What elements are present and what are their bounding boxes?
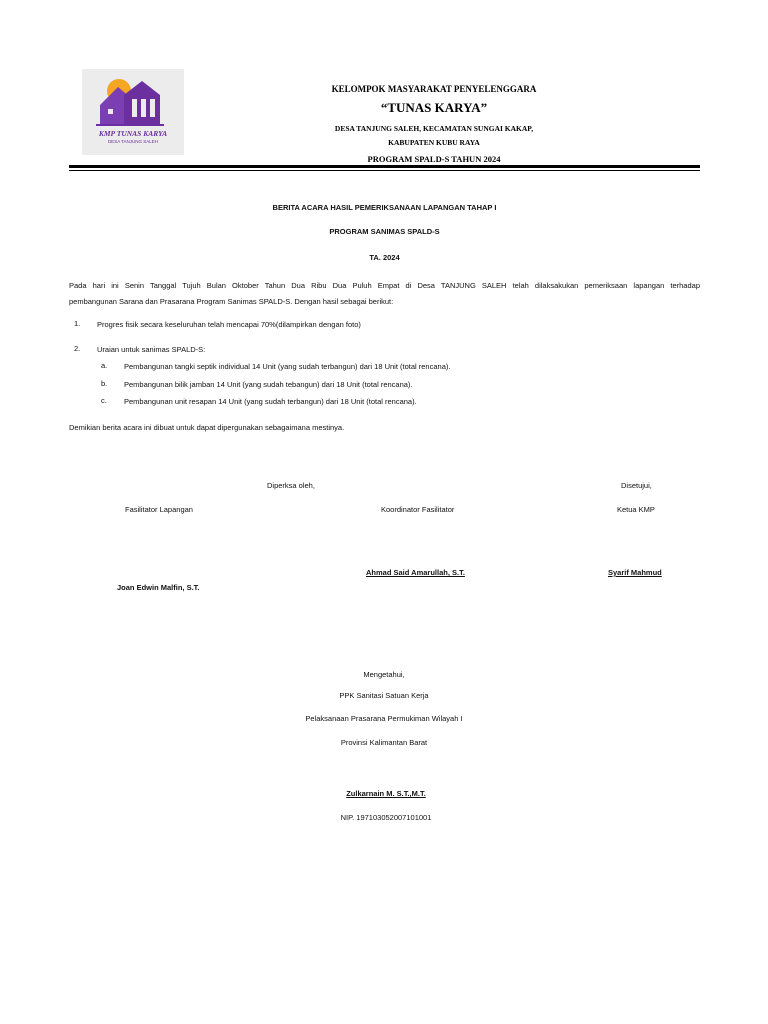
role-kmp-chair: Ketua KMP [617,505,655,514]
header-divider-thin [69,170,700,171]
sub-item: Pembangunan unit resapan 14 Unit (yang sudah terbangun) dari 18 Unit (total rencana). [124,397,417,406]
ack-line-1: PPK Sanitasi Satuan Kerja [339,691,429,700]
header-org-name: “TUNAS KARYA” [380,100,488,115]
list-item: Uraian untuk sanimas SPALD-S: [97,345,206,354]
checked-by-label: Diperksa oleh, [267,481,315,490]
ack-signatory-name: Zulkarnain M. S.T.,M.T. [346,789,426,798]
signatory-name-chair: Syarif Mahmud [608,568,662,577]
closing-statement: Demikian berita acara ini dibuat untuk dapat dipergunakan sebagaimana mestinya. [69,423,345,432]
intro-line-2: pembangunan Sarana dan Prasarana Program Sanimas SPALD-S. Dengan hasil sebagai berikut: [69,296,394,306]
sub-item-letter: a. [101,361,108,370]
header-address-1: DESA TANJUNG SALEH, KECAMATAN SUNGAI KAKAP, [334,124,534,133]
ack-line-3: Provinsi Kalimantan Barat [340,738,428,747]
intro-line-1: Pada hari ini Senin Tanggal Tujuh Bulan Oktober Tahun Dua Ribu Dua Puluh Empat di Desa TANJUNG SALEH telah dilaksakukan pemeriksaan lapangan terhadap [69,281,700,290]
sub-item: Pembangunan tangki septik individual 14 Unit (yang sudah terbangun) dari 18 Unit (total rencana). [124,362,451,371]
intro-paragraph [69,278,700,309]
logo-subtitle: DESA TANJUNG SALEH [107,139,159,144]
header-divider-thick [69,165,700,168]
document-year: TA. 2024 [369,253,400,262]
sub-item: Pembangunan bilik jamban 14 Unit (yang sudah tebangun) dari 18 Unit (total rencana). [124,380,413,389]
header-program: PROGRAM SPALD-S TAHUN 2024 [367,154,501,164]
approved-label: Disetujui, [621,481,652,490]
list-item-number: 1. [74,319,81,328]
ack-nip: NIP. 197103052007101001 [340,813,432,822]
role-field-facilitator: Fasilitator Lapangan [125,505,193,514]
list-item: Progres fisik secara keseluruhan telah mencapai 70%(dilampirkan dengan foto) [97,320,361,329]
house-logo-icon [82,69,184,129]
signatory-name-coordinator: Ahmad Said Amarullah, S.T. [366,568,465,577]
sub-item-letter: c. [101,396,107,405]
sub-item-letter: b. [101,379,108,388]
role-coordinator: Koordinator Fasilitator [381,505,455,514]
header-line-1: KELOMPOK MASYARAKAT PENYELENGGARA [331,84,537,94]
document-program: PROGRAM SANIMAS SPALD-S [329,227,440,236]
kmp-logo [82,69,184,155]
ack-line-2: Pelaksanaan Prasarana Permukiman Wilayah I [305,714,463,723]
header-address-2: KABUPATEN KUBU RAYA [388,138,480,147]
signatory-name-facilitator: Joan Edwin Malfin, S.T. [117,583,200,592]
acknowledged-label: Mengetahui, [363,670,405,679]
logo-name: KMP TUNAS KARYA [98,129,168,138]
document-title: BERITA ACARA HASIL PEMERIKSANAAN LAPANGAN TAHAP I [272,203,497,212]
list-item-number: 2. [74,344,81,353]
